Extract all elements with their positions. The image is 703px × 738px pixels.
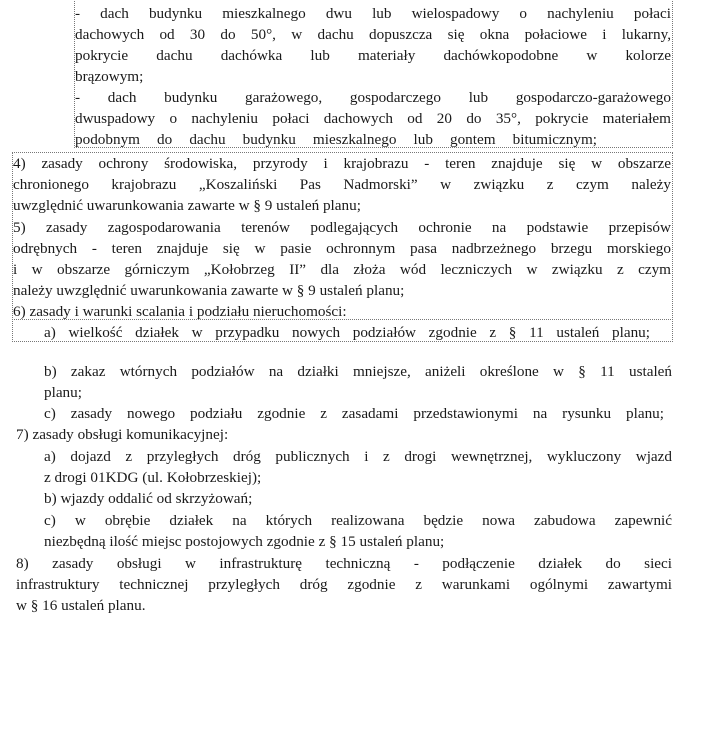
text-line: dwuspadowy o nachyleniu połaci dachowych od 20 do 35°, pokrycie materiałem <box>75 110 671 127</box>
text-line: brązowym; <box>75 68 144 85</box>
text-line: - dach budynku garażowego, gospodarczego lub gospodarczo-garażowego <box>75 89 671 106</box>
text-line: podobnym do dachu budynku mieszkalnego lub gontem bitumicznym; <box>75 131 597 148</box>
text-line: i w obszarze górniczym „Kołobrzeg II” dla złoża wód leczniczych w związku z czym <box>13 261 671 278</box>
text-line: niezbędną ilość miejsc postojowych zgodnie z § 15 ustaleń planu; <box>44 533 445 550</box>
text-line: odrębnych - teren znajduje się w pasie ochronnym pasa nadbrzeżnego brzegu morskiego <box>13 240 671 257</box>
text-line: pokrycie dachu dachówka lub materiały dachówkopodobne w kolorze <box>75 47 671 64</box>
text-line: z drogi 01KDG (ul. Kołobrzeskiej); <box>44 469 262 486</box>
text-line: b) wjazdy oddalić od skrzyżowań; <box>44 490 253 507</box>
text-line: chronionego krajobrazu „Koszaliński Pas Nadmorski” w związku z czym należy <box>13 176 671 193</box>
text-line: należy uwzględnić uwarunkowania zawarte w § 9 ustaleń planu; <box>13 282 405 299</box>
text-line: c) zasady nowego podziału zgodnie z zasadami przedstawionymi na rysunku planu; <box>44 405 664 422</box>
text-line: 6) zasady i warunki scalania i podziału nieruchomości: <box>13 303 347 320</box>
text-line: - dach budynku mieszkalnego dwu lub wielospadowy o nachyleniu połaci <box>75 5 671 22</box>
text-line: b) zakaz wtórnych podziałów na działki mniejsze, aniżeli określone w § 11 ustaleń <box>44 363 672 380</box>
text-line: infrastruktury technicznej przyległych dróg zgodnie z warunkami ogólnymi zawartymi <box>16 576 672 593</box>
text-line: c) w obrębie działek na których realizowana będzie nowa zabudowa zapewnić <box>44 512 672 529</box>
text-line: dachowych od 30 do 50°, w dachu dopuszcza się okna połaciowe i lukarny, <box>75 26 671 43</box>
text-line: 5) zasady zagospodarowania terenów podlegających ochronie na podstawie przepisów <box>13 219 671 236</box>
text-line: a) wielkość działek w przypadku nowych podziałów zgodnie z § 11 ustaleń planu; <box>44 324 650 341</box>
text-line: 4) zasady ochrony środowiska, przyrody i krajobrazu - teren znajduje się w obszarze <box>13 155 671 172</box>
text-line: planu; <box>44 384 82 401</box>
text-line: a) dojazd z przyległych dróg publicznych i z drogi wewnętrznej, wykluczony wjazd <box>44 448 672 465</box>
text-line: 7) zasady obsługi komunikacyjnej: <box>16 426 229 443</box>
text-line: w § 16 ustaleń planu. <box>16 597 146 614</box>
text-line: 8) zasady obsługi w infrastrukturę techniczną - podłączenie działek do sieci <box>16 555 672 572</box>
text-line: uwzględnić uwarunkowania zawarte w § 9 ustaleń planu; <box>13 197 361 214</box>
